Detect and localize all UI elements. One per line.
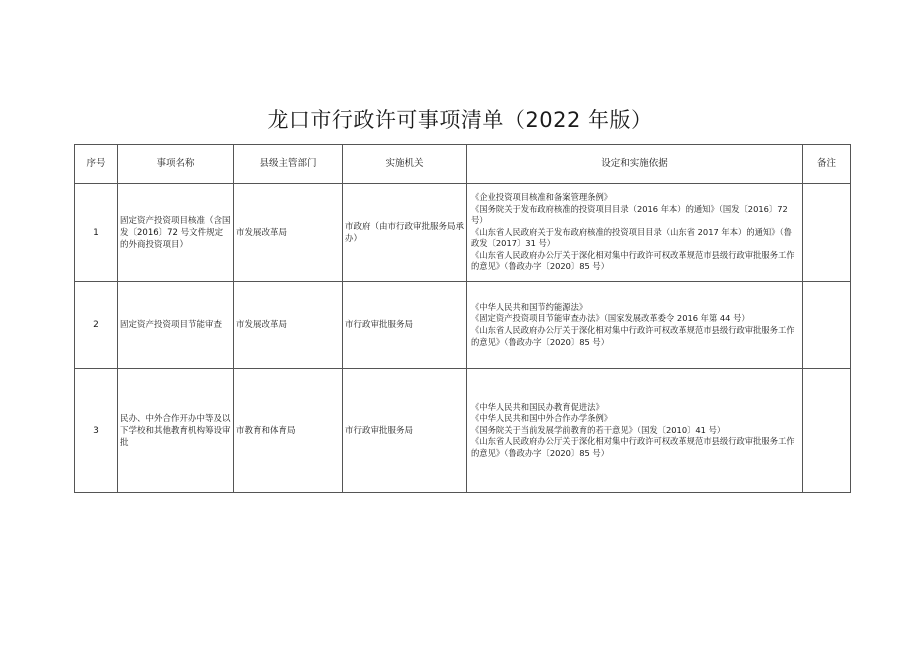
header-agency: 实施机关 xyxy=(343,145,467,184)
header-item-name: 事项名称 xyxy=(118,145,234,184)
basis-line: 《国务院关于当前发展学前教育的若干意见》（国发〔2010〕41 号） xyxy=(471,424,726,435)
basis-line: 《企业投资项目核准和备案管理条例》 xyxy=(471,191,613,202)
table-row xyxy=(75,369,851,493)
row-department: 市发展改革局 xyxy=(234,184,343,282)
row-remark xyxy=(803,282,851,369)
header-row xyxy=(75,145,851,184)
header-remark: 备注 xyxy=(803,145,851,184)
row-basis xyxy=(467,282,803,369)
basis-line: 《山东省人民政府办公厅关于深化相对集中行政许可权改革规范市县级行政审批服务工作的意见》（鲁政办字〔2020〕85 号） xyxy=(471,325,795,347)
table-row xyxy=(75,282,851,369)
row-item-name: 固定资产投资项目核准（含国发〔2016〕72 号文件规定的外商投资项目） xyxy=(118,184,234,282)
row-remark xyxy=(803,369,851,493)
row-basis xyxy=(467,369,803,493)
row-agency: 市行政审批服务局 xyxy=(343,282,467,369)
row-basis xyxy=(467,184,803,282)
header-basis: 设定和实施依据 xyxy=(467,145,803,184)
basis-line: 《山东省人民政府关于发布政府核准的投资项目目录（山东省 2017 年本）的通知》（鲁政发〔2017〕31 号） xyxy=(471,226,792,249)
row-department: 市发展改革局 xyxy=(234,282,343,369)
row-agency: 市行政审批服务局 xyxy=(343,369,467,493)
basis-line: 《国务院关于发布政府核准的投资项目目录（2016 年本）的通知》（国发〔2016〕72 号） xyxy=(471,203,788,226)
row-seq: 1 xyxy=(75,184,118,282)
basis-line: 《山东省人民政府办公厅关于深化相对集中行政许可权改革规范市县级行政审批服务工作的意见》（鲁政办字〔2020〕85 号） xyxy=(471,249,795,272)
basis-line: 《中华人民共和国中外合作办学条例》 xyxy=(471,413,613,424)
basis-line: 《中华人民共和国民办教育促进法》 xyxy=(471,401,604,412)
row-seq: 2 xyxy=(75,282,118,369)
basis-line: 《山东省人民政府办公厅关于深化相对集中行政许可权改革规范市县级行政审批服务工作的意见》（鲁政办字〔2020〕85 号） xyxy=(471,436,795,458)
row-item-name: 固定资产投资项目节能审查 xyxy=(118,282,234,369)
table-row xyxy=(75,184,851,282)
header-seq: 序号 xyxy=(75,145,118,184)
page-title: 龙口市行政许可事项清单（2022 年版） xyxy=(267,108,653,132)
basis-line: 《中华人民共和国节约能源法》 xyxy=(471,301,588,312)
row-remark xyxy=(803,184,851,282)
header-department: 县级主管部门 xyxy=(234,145,343,184)
basis-line: 《固定资产投资项目节能审查办法》（国家发展改革委令 2016 年第 44 号） xyxy=(471,313,750,324)
permit-table xyxy=(74,144,851,493)
row-agency: 市政府（由市行政审批服务局承办） xyxy=(343,184,467,282)
row-item-name: 民办、中外合作开办中等及以下学校和其他教育机构筹设审批 xyxy=(118,369,234,493)
row-seq: 3 xyxy=(75,369,118,493)
row-department: 市教育和体育局 xyxy=(234,369,343,493)
